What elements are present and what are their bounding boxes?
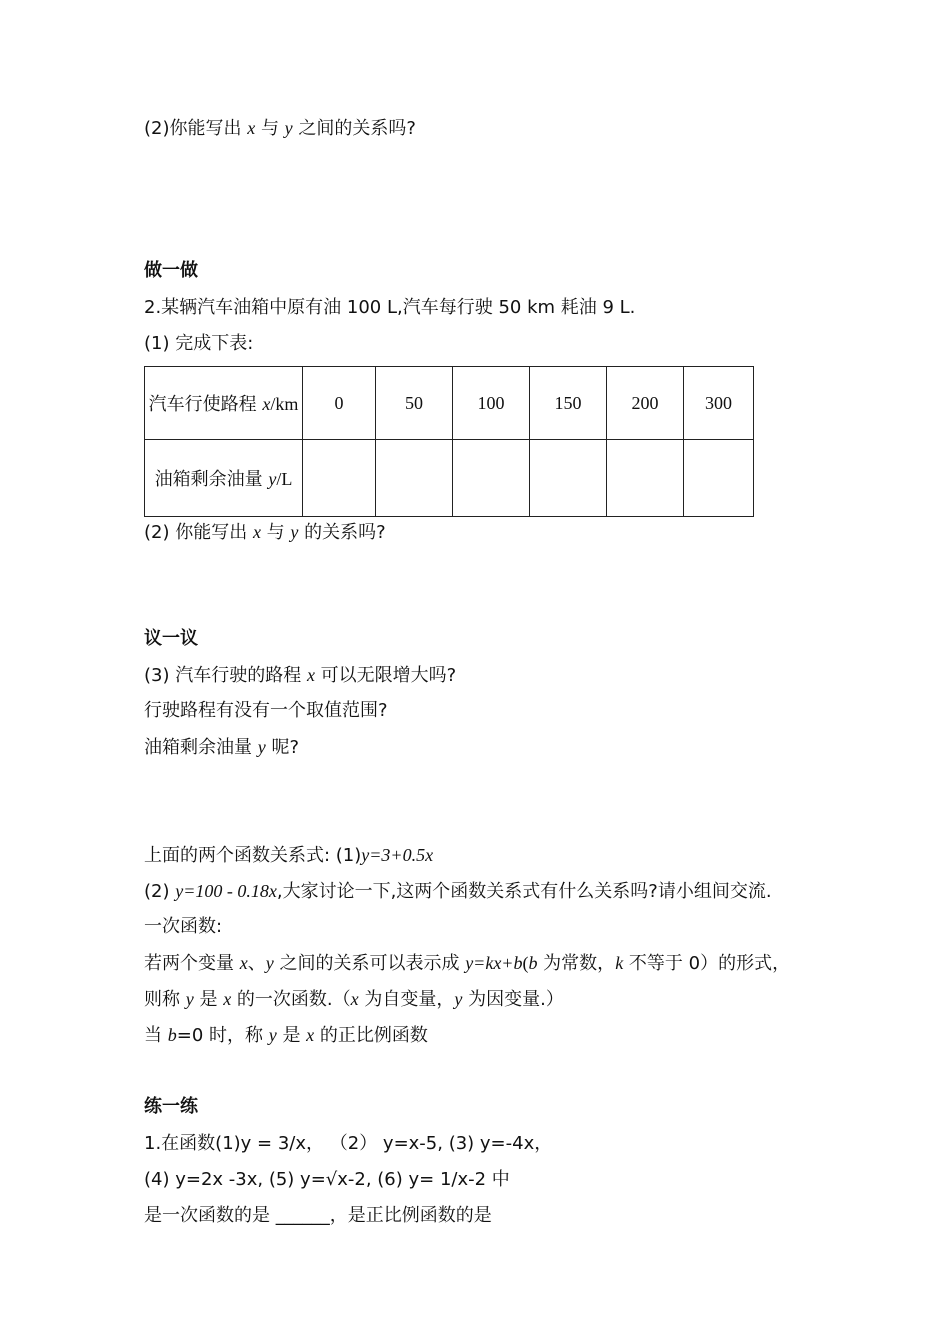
definition-line3: 当 b=0 时，称 y 是 x 的正比例函数 <box>144 1025 428 1046</box>
exercise-line3: 是一次函数的是 ______，是正比例函数的是 <box>144 1205 492 1226</box>
table-cell-value: 50 <box>376 367 453 440</box>
question-2b: (2) 你能写出 x 与 y 的关系吗? <box>144 522 386 543</box>
table-cell-blank[interactable] <box>376 440 453 517</box>
definition-line2: 则称 y 是 x 的一次函数.（x 为自变量，y 为因变量.） <box>144 989 564 1010</box>
definition-line1: 若两个变量 x、y 之间的关系可以表示成 y=kx+b(b 为常数，k 不等于 0）的形式， <box>144 953 791 974</box>
table-intro: (1) 完成下表: <box>144 333 254 354</box>
section-heading-lianyilian: 练一练 <box>144 1096 198 1117</box>
table-cell-blank[interactable] <box>303 440 376 517</box>
table-cell-blank[interactable] <box>684 440 754 517</box>
fuel-table <box>144 366 754 517</box>
table-cell-blank[interactable] <box>530 440 607 517</box>
table-cell-value: 0 <box>303 367 376 440</box>
functions-line1: 上面的两个函数关系式: (1)y=3+0.5x <box>144 845 434 866</box>
section-heading-yiyiyi: 议一议 <box>144 628 198 649</box>
question-3-line2: 行驶路程有没有一个取值范围? <box>144 700 388 721</box>
exercise-line1: 1.在函数(1)y = 3/x， （2） y=x-5, (3) y=-4x， <box>144 1133 553 1154</box>
functions-line2: (2) y=100 - 0.18x,大家讨论一下,这两个函数关系式有什么关系吗?请小组间交流. <box>144 881 772 902</box>
exercise-line2: (4) y=2x -3x, (5) y=√x-2, (6) y= 1/x-2 中 <box>144 1169 510 1190</box>
question-3-line1: (3) 汽车行驶的路程 x 可以无限增大吗? <box>144 665 457 686</box>
table-cell-value: 200 <box>607 367 684 440</box>
question-3-line3: 油箱剩余油量 y 呢? <box>144 737 300 758</box>
row-label-distance: 汽车行使路程 x/km <box>145 367 303 440</box>
table-cell-value: 300 <box>684 367 754 440</box>
section-heading-zuoyizuo: 做一做 <box>144 260 198 281</box>
table-cell-blank[interactable] <box>453 440 530 517</box>
table-row <box>145 367 754 440</box>
table-row <box>145 440 754 517</box>
row-label-fuel: 油箱剩余油量 y/L <box>145 440 303 517</box>
table-cell-value: 150 <box>530 367 607 440</box>
table-cell-value: 100 <box>453 367 530 440</box>
question-2a: (2)你能写出 x 与 y 之间的关系吗? <box>144 118 416 139</box>
table-cell-blank[interactable] <box>607 440 684 517</box>
definition-title: 一次函数: <box>144 916 223 937</box>
problem-2: 2.某辆汽车油箱中原有油 100 L,汽车每行驶 50 km 耗油 9 L. <box>144 297 636 318</box>
